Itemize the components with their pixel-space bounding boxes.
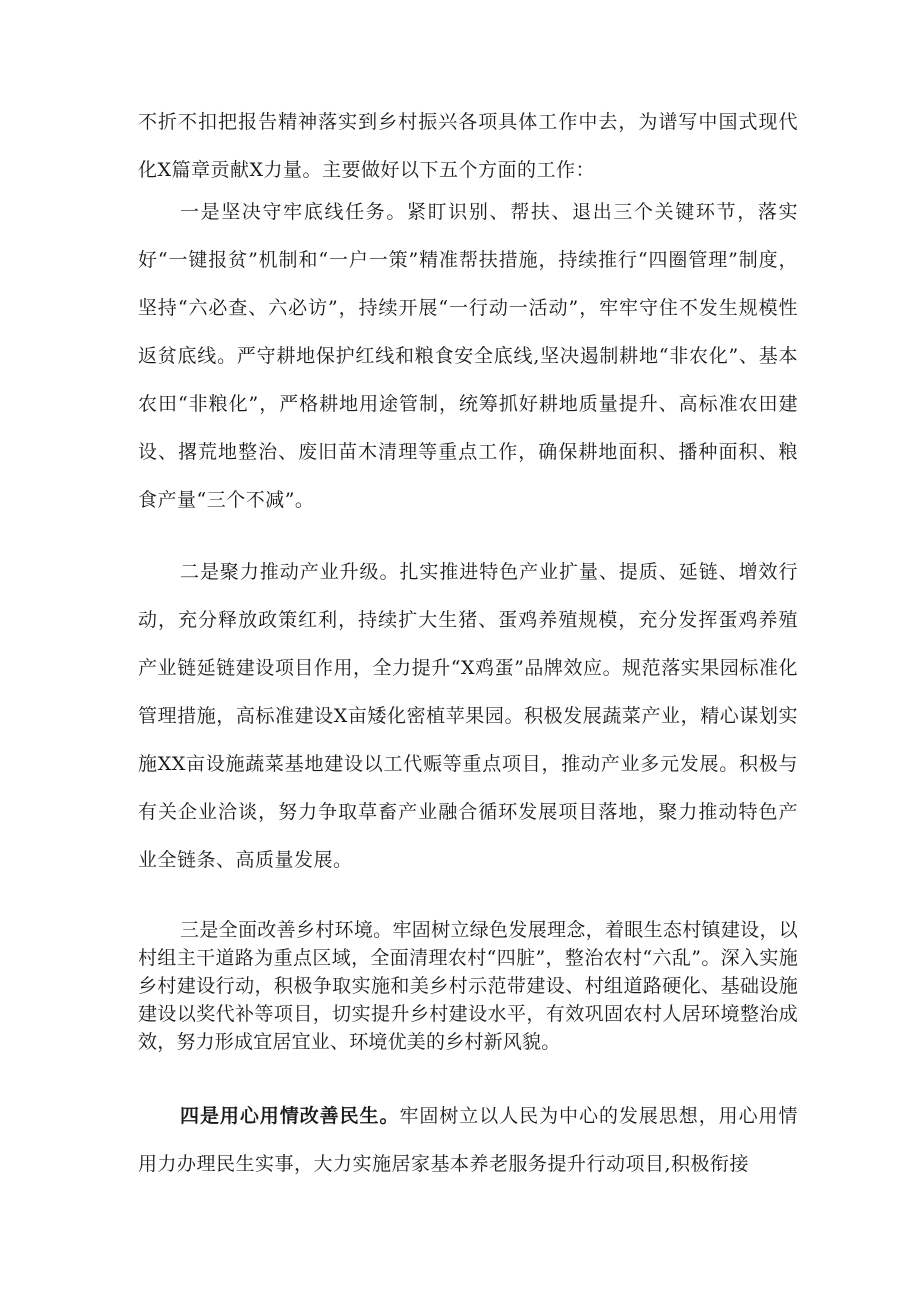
paragraph-industry: 二是聚力推动产业升级。扎实推进特色产业扩量、提质、延链、增效行动，充分释放政策红利，持续扩大生猪、蛋鸡养殖规模，充分发挥蛋鸡养殖产业链延链建设项目作用，全力提升“X鸡蛋”品牌效应。规范落实果园标准化管理措施，高标准建设X亩矮化密植苹果园。积极发展蔬菜产业，精心谋划实施XX亩设施蔬菜基地建设以工代赈等重点项目，推动产业多元发展。积极与有关企业洽谈，努力争取草畜产业融合循环发展项目落地，聚力推动特色产业全链条、高质量发展。	[138, 561, 798, 871]
paragraph-livelihood	[138, 1092, 798, 1188]
paragraph-livelihood-heading: 四是用心用情改善民生。	[180, 1105, 400, 1127]
paragraph-environment: 三是全面改善乡村环境。牢固树立绿色发展理念，着眼生态村镇建设，以村组主干道路为重点区域，全面清理农村“四脏”，整治农村“六乱”。深入实施乡村建设行动，积极争取实施和美乡村示范带建设、村组道路硬化、基础设施建设以奖代补等项目，切实提升乡村建设水平，有效巩固农村人居环境整治成效，努力形成宜居宜业、环境优美的乡村新风貌。	[138, 919, 798, 1053]
paragraph-intro: 不折不扣把报告精神落实到乡村振兴各项具体工作中去，为谱写中国式现代化X篇章贡献X力量。主要做好以下五个方面的工作：	[138, 111, 798, 181]
paragraph-bottom-line: 一是坚决守牢底线任务。紧盯识别、帮扶、退出三个关键环节，落实好“一键报贫”机制和“一户一策”精准帮扶措施，持续推行“四圈管理”制度，坚持“六必查、六必访”，持续开展“一行动一活动”，牢牢守住不发生规模性返贫底线。严守耕地保护红线和粮食安全底线,坚决遏制耕地“非农化”、基本农田“非粮化”，严格耕地用途管制，统筹抓好耕地质量提升、高标准农田建设、撂荒地整治、废旧苗木清理等重点工作，确保耕地面积、播种面积、粮食产量“三个不减”。	[138, 201, 798, 511]
paragraph-livelihood-body: 牢固树立以人民为中心的发展思想，用心用情用力办理民生实事，大力实施居家基本养老服务提升行动项目,积极衔接	[138, 1105, 798, 1175]
